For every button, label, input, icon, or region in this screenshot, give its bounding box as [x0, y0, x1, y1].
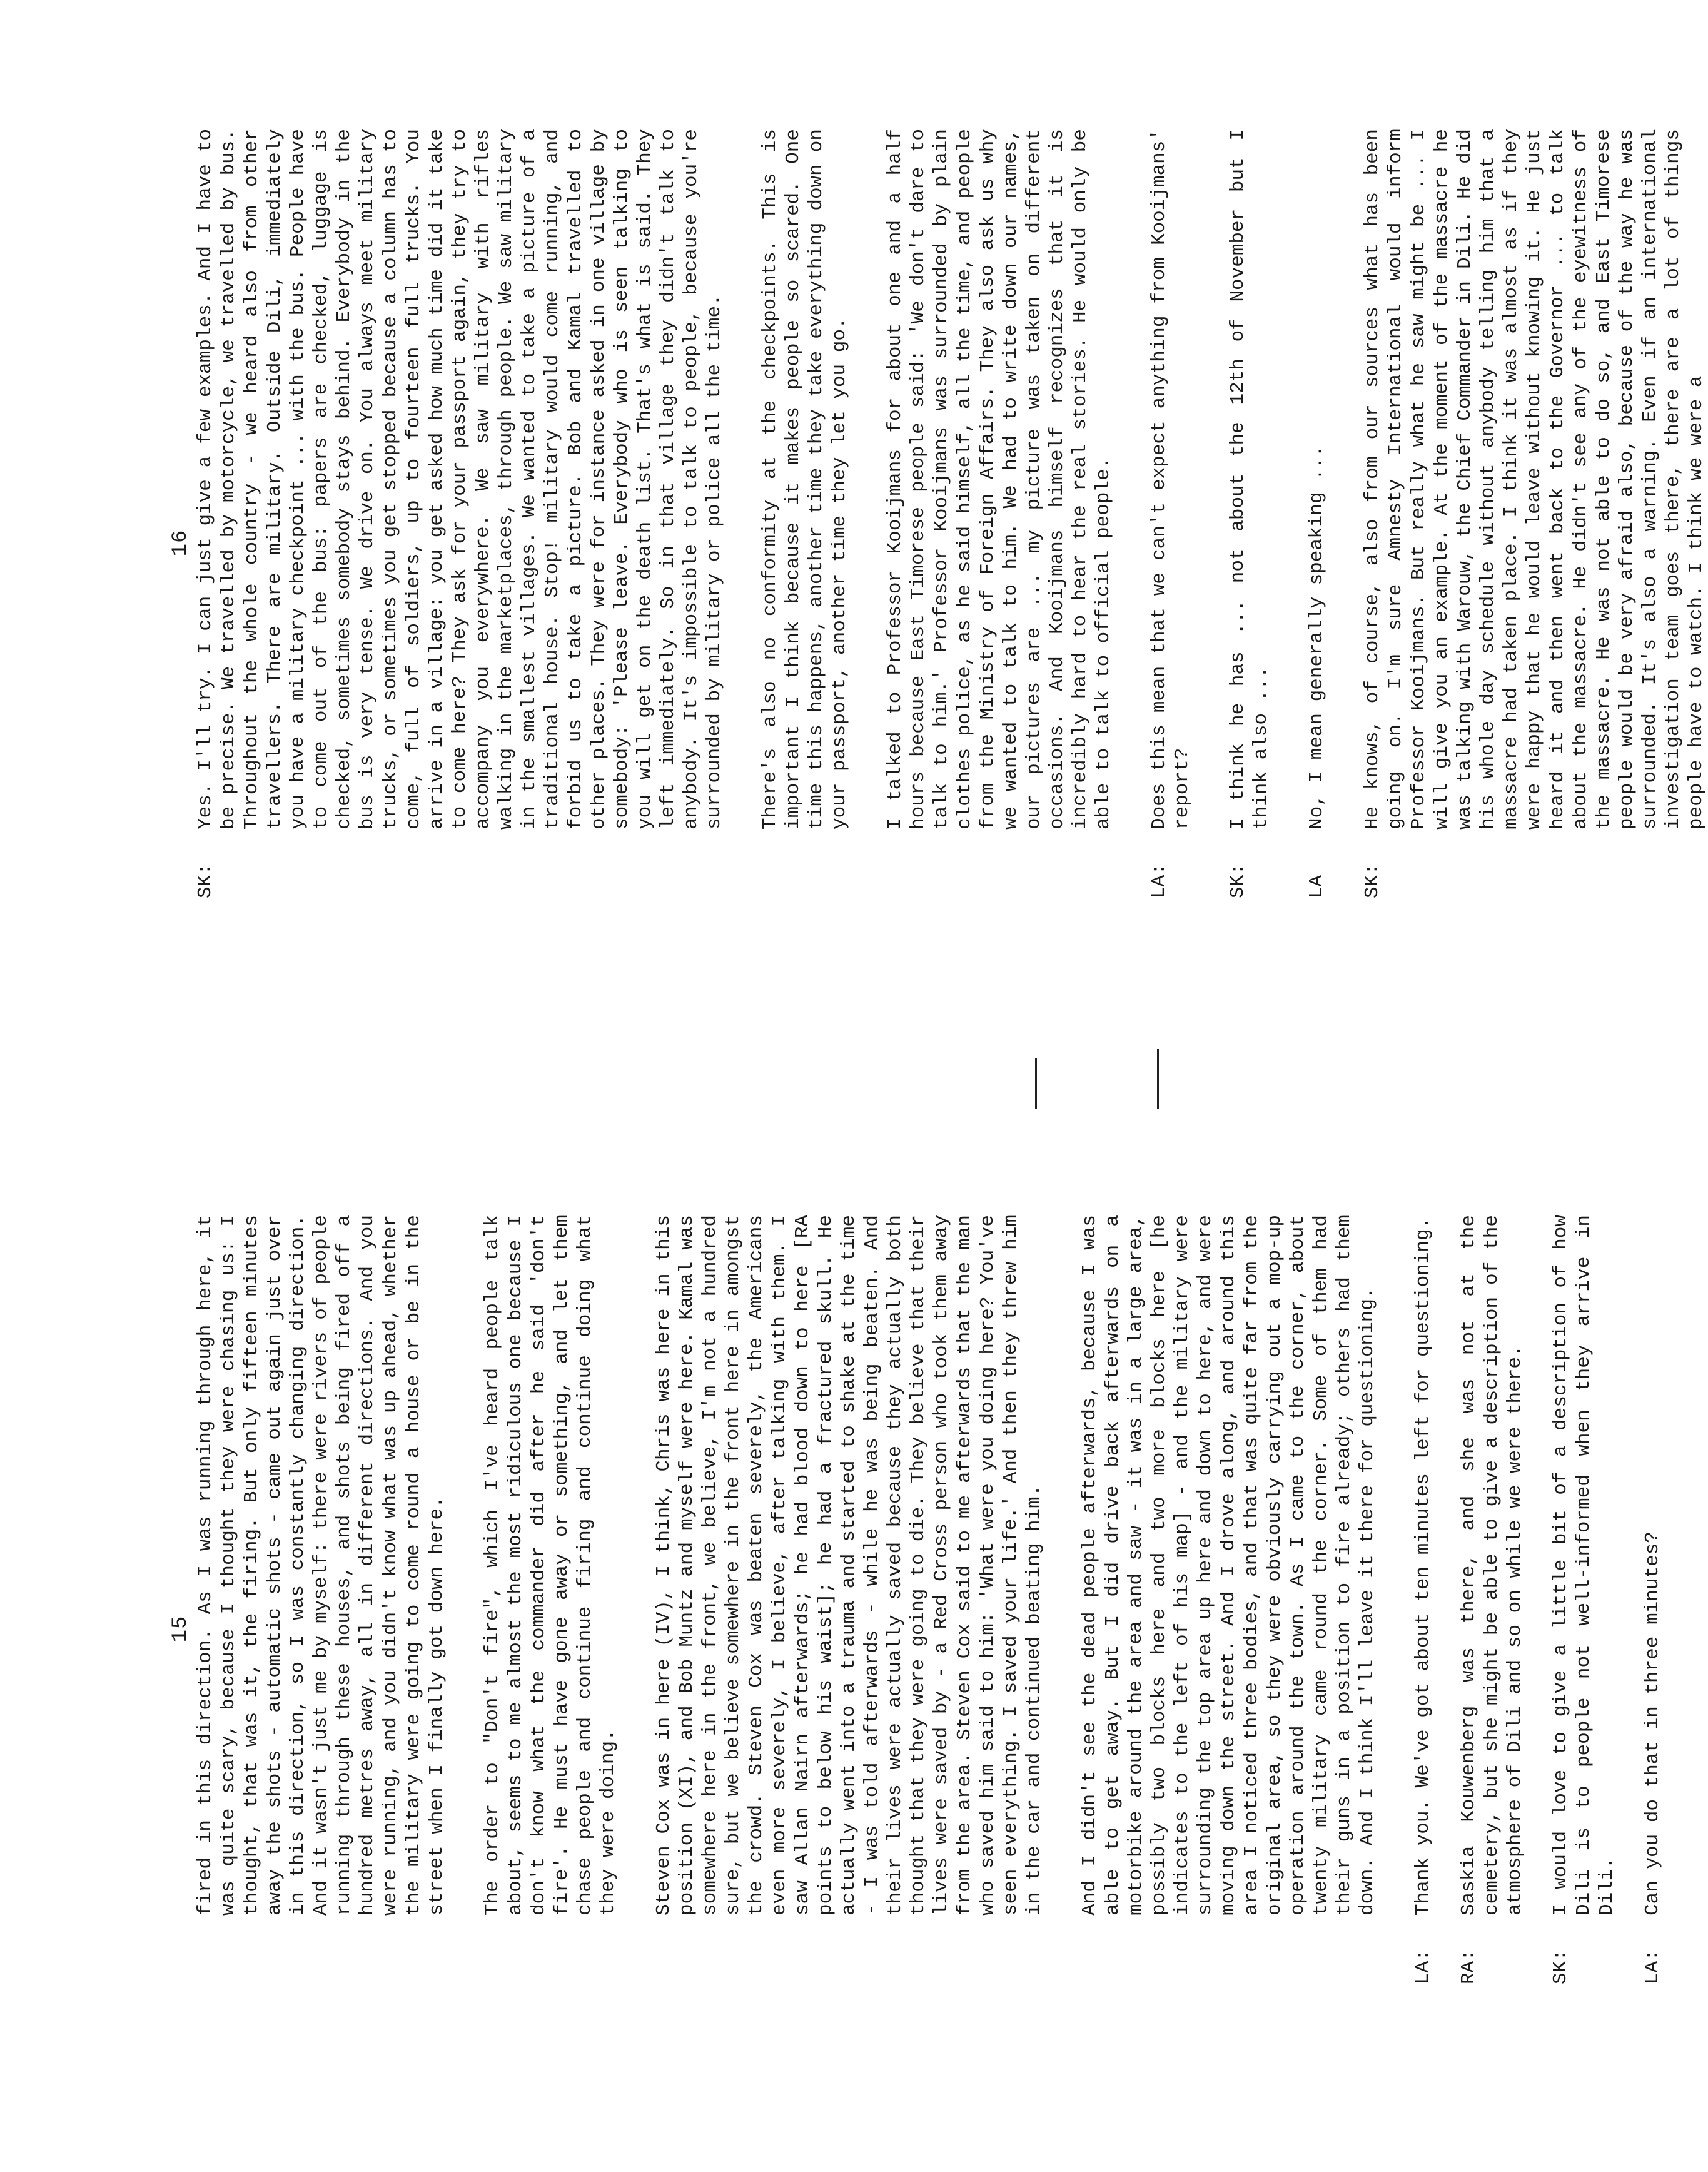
utterance: No, I mean generally speaking ...	[1306, 445, 1328, 830]
transcript-entry	[194, 1215, 448, 1984]
transcript-entry	[194, 129, 726, 898]
transcript-entry	[1412, 1215, 1435, 1984]
page-16	[0, 0, 1707, 1086]
transcript-entry	[1226, 129, 1273, 898]
utterance: He knows, of course, also from our sources what has been going on. I'm sure Amnesty International would inform Professor Kooijmans. But really what he saw might be ... I will give you an example. At the moment of the massacre he was talking with Warouw, the Chief Commander in Dili. He did his whole day schedule without anybody telling him that a massacre had taken place. I think it was almost as if they were happy that he would leave without knowing it. He just heard it and then went back to the Governor ... to talk about the massacre. He didn't see any of the eyewitness of the massacre. He was not able to do so, and East Timorese people would be very afraid also, because of the way he was surrounded. It's also a warning. Even if an international investigation team goes there, there are a lot of things people have to watch. I think we were a	[1362, 129, 1707, 830]
speaker-label: LA:	[1412, 1949, 1434, 1984]
transcript-entry	[1305, 129, 1328, 898]
speaker-label: SK:	[1362, 863, 1383, 898]
utterance: Saskia Kouwenberg was there, and she was not at the cemetery, but she might be able to give a description of the atmosphere of Dili and so on while we were there.	[1458, 1215, 1526, 1916]
paragraph: I talked to Professor Kooijmans for about one and a half hours because East Timorese people said: 'We don't dare to talk to him.' Professor Kooijmans was surrounded by plain clothes police, as he said himself, all the time, and people from the Ministry of Foreign Affairs. They also ask us why we wanted to talk to him. We had to write down our names, our pictures are ... my picture was taken on different occasions. And Kooijmans himself recognizes that it is incredibly hard to hear the real stories. He would only be able to talk to official people.	[884, 129, 1114, 830]
transcript-entry	[1148, 129, 1194, 898]
paragraph: The order to "Don't fire", which I've heard people talk about, seems to me almost the most ridiculous one because I don't know what the commander did after he said 'don't fire'. He must have gone away or something, and let them chase people and continue firing and continue doing what they were doing.	[482, 1215, 619, 1916]
speaker-label: LA:	[1642, 1949, 1664, 1984]
transcript-column	[194, 1215, 1664, 1984]
speaker-label: RA:	[1458, 1949, 1480, 1984]
continuation-text: fired in this direction. As I was running through here, it was quite scary, because I thought they were chasing us: I thought, that was it, the firing. But only fifteen minutes away the shots - automatic shots - came out again just over in this direction, so I was constantly changing direction. And it wasn't just me by myself: there were rivers of people running through these houses, and shots being fired off a hundred metres away, all in different directions. And you were running, and you didn't know what was up ahead, whether the military were going to come round a house or be in the street when I finally got down here.	[195, 1215, 448, 1916]
utterance: Yes. I'll try. I can just give a few examples. And I have to be precise. We travelled by motorcycle, we travelled by bus. Throughout the whole country - we heard also from other travellers. There are military. Outside Dili, immediately you have a military checkpoint ... with the bus. People have to come out of the bus: papers are checked, luggage is checked, sometimes somebody stays behind. Everybody in the bus is very tense. We drive on. You always meet military trucks, or sometimes you get stopped because a column has to come, full of soldiers, up to fourteen full trucks. You arrive in a village: you get asked how much time did it take to come here? They ask for your passport again, they try to accompany you everywhere. We saw military with rifles walking in the marketplaces, through people. We saw military in the smallest villages. We wanted to take a picture of a traditional house. Stop! military would come running, and forbid us to take a picture. Bob and Kamal travelled to other places. They were for instance asked in one village by somebody: 'Please leave. Everybody who is seen talking to you will get on the death list. That's what is said. They left immediately. So in that village they didn't talk to anybody. It's impossible to talk to people, because you're surrounded by military or police all the time.	[195, 129, 725, 830]
paragraph: And I didn't see the dead people afterwards, because I was able to get away. But I did drive back afterwards on a motorbike around the area and saw - it was in a large area, possibly two blocks here and two more blocks here [he indicates to the left of his map] - and the military were surrounding the top area up here and down to here, and were moving down the street. And I drove along, and around this area I noticed three bodies, and that was quite far from the original area, so they were obviously carrying out a mop-up operation around the town. As I came to the corner, about twenty military came round the corner. Some of them had their guns in a position to fire already; others had them down. And I think I'll leave it there for questioning.	[1079, 1215, 1378, 1916]
speaker-label: SK:	[1550, 1949, 1572, 1984]
utterance: I think he has ... not about the 12th of November but I think also ...	[1227, 129, 1272, 830]
page-number: 16	[169, 529, 193, 557]
utterance: Does this mean that we can't expect anything from Kooijmans' report?	[1148, 129, 1193, 830]
speaker-label: LA	[1306, 875, 1328, 898]
speaker-label: SK:	[195, 863, 216, 898]
speaker-label: SK:	[1227, 863, 1249, 898]
paragraph: Steven Cox was in here (IV), I think, Chris was here in this position (XI), and Bob Muntz and myself were here. Kamal was somewhere here in the front, we believe, I'm not a hundred sure, but we believe somewhere in the front here in amongst the crowd. Steven Cox was beaten severely, the Americans even more severely, I believe, after talking with them. I saw Allan Nairn afterwards; he had blood down to here [RA points to below his waist]; he had a fractured skull. He actually went into a trauma and started to shake at the time - I was told afterwards - while he was being beaten. And their lives were actually saved because they actually both thought that they were going to die. They believe that their lives were saved by - a Red Cross person who took them away from the area. Steven Cox said to me afterwards that the man who saved him said to him: 'What were you doing here? You've seen everything. I saved your life.' And then they threw him in the car and continued beating him.	[653, 1215, 1045, 1916]
utterance: I would love to give a little bit of a description of how Dili is to people not well-informed when they arrive in Dili.	[1550, 1215, 1618, 1916]
page-15	[0, 1086, 1664, 2172]
page-number: 15	[169, 1615, 193, 1643]
transcript-entry	[1361, 129, 1708, 898]
transcript-column	[194, 129, 1708, 898]
transcript-entry	[1549, 1215, 1619, 1984]
utterance: Thank you. We've got about ten minutes left for questioning.	[1412, 1217, 1434, 1916]
transcript-entry	[1457, 1215, 1527, 1984]
transcript-entry	[1641, 1215, 1664, 1984]
utterance: Can you do that in three minutes?	[1642, 1531, 1664, 1916]
speaker-label: LA:	[1148, 863, 1170, 898]
paragraph: There's also no conformity at the checkpoints. This is important I think because it makes people so scared. One time this happens, another time they take everything down on your passport, another time they let you go.	[759, 129, 851, 830]
